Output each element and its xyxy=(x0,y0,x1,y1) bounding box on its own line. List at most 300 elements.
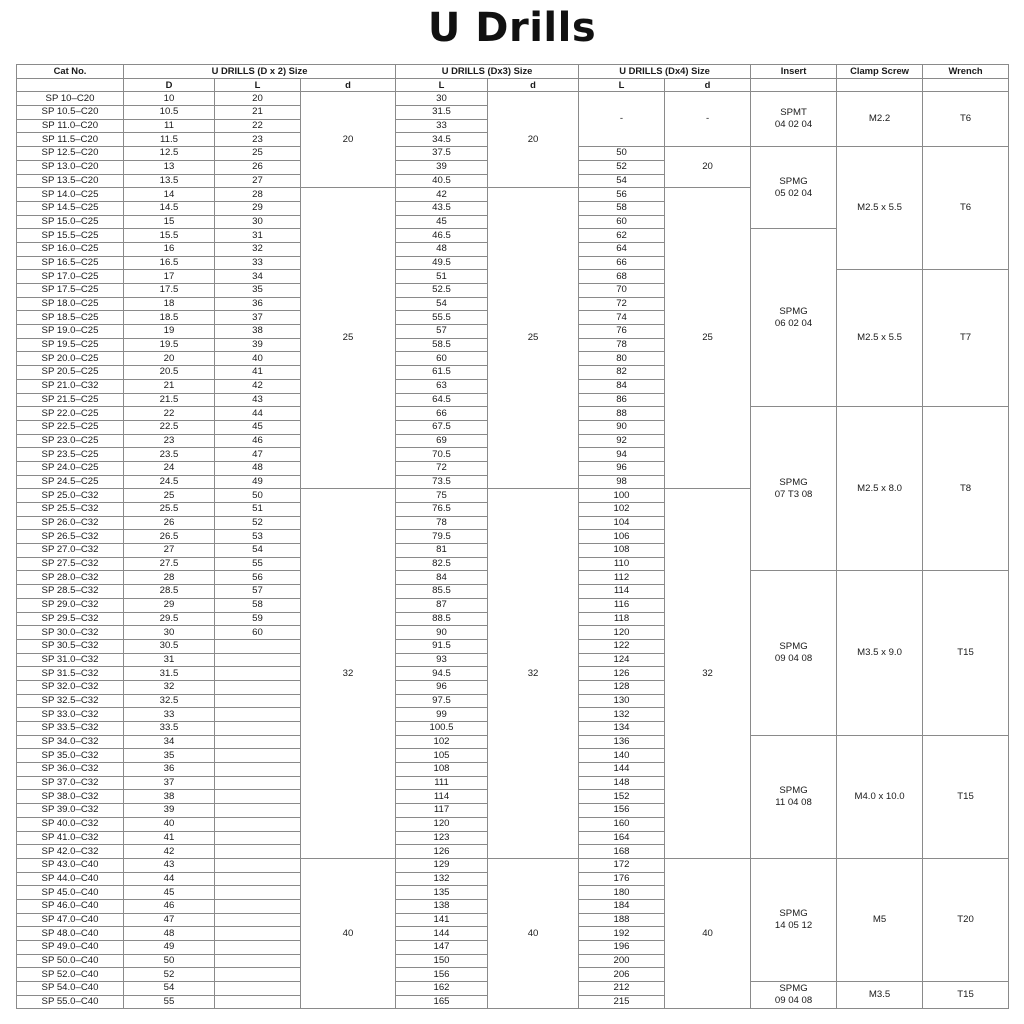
cell-cat-no: SP 26.0–C32 xyxy=(17,516,124,530)
cell-cat-no: SP 49.0–C40 xyxy=(17,941,124,955)
cell-dx2-L: 22 xyxy=(215,119,301,133)
cell-dx2-L: 51 xyxy=(215,503,301,517)
cell-dx2-D: 31.5 xyxy=(124,667,215,681)
cell-cat-no: SP 24.5–C25 xyxy=(17,475,124,489)
cell-dx3-L: 111 xyxy=(396,776,488,790)
cell-cat-no: SP 12.5–C20 xyxy=(17,147,124,161)
cell-cat-no: SP 25.0–C32 xyxy=(17,489,124,503)
cell-dx2-D: 12.5 xyxy=(124,147,215,161)
u-drills-spec-table xyxy=(16,64,1009,1009)
sub-dx2-L: L xyxy=(215,78,301,92)
cell-dx2-L: 59 xyxy=(215,612,301,626)
cell-dx4-L: 192 xyxy=(579,927,665,941)
cell-cat-no: SP 46.0–C40 xyxy=(17,899,124,913)
cell-dx3-L: 37.5 xyxy=(396,147,488,161)
cell-cat-no: SP 24.0–C25 xyxy=(17,461,124,475)
cell-dx3-L: 102 xyxy=(396,735,488,749)
cell-dx2-D: 17.5 xyxy=(124,284,215,298)
cell-cat-no: SP 32.0–C32 xyxy=(17,680,124,694)
cell-insert xyxy=(751,735,837,858)
cell-dx2-L: 38 xyxy=(215,325,301,339)
cell-dx4-L: 104 xyxy=(579,516,665,530)
cell-dx3-L: 67.5 xyxy=(396,420,488,434)
cell-dx2-D: 21.5 xyxy=(124,393,215,407)
cell-dx2-L xyxy=(215,968,301,982)
cell-cat-no: SP 23.0–C25 xyxy=(17,434,124,448)
cell-dx2-L: 55 xyxy=(215,557,301,571)
cell-dx4-L: 90 xyxy=(579,420,665,434)
cell-cat-no: SP 13.5–C20 xyxy=(17,174,124,188)
cell-dx3-L: 91.5 xyxy=(396,639,488,653)
cell-dx2-L: 53 xyxy=(215,530,301,544)
cell-cat-no: SP 54.0–C40 xyxy=(17,982,124,996)
header-row-groups xyxy=(17,65,1009,79)
cell-dx3-L: 70.5 xyxy=(396,448,488,462)
cell-dx3-L: 93 xyxy=(396,653,488,667)
cell-cat-no: SP 10.5–C20 xyxy=(17,106,124,120)
cell-cat-no: SP 21.0–C32 xyxy=(17,379,124,393)
cell-dx2-D: 32.5 xyxy=(124,694,215,708)
cell-dx3-L: 30 xyxy=(396,92,488,106)
cell-cat-no: SP 39.0–C32 xyxy=(17,804,124,818)
cell-dx4-L: 94 xyxy=(579,448,665,462)
sub-dx3-d: d xyxy=(488,78,579,92)
cell-dx2-L xyxy=(215,927,301,941)
cell-dx2-L: 36 xyxy=(215,297,301,311)
cell-dx2-L xyxy=(215,858,301,872)
cell-cat-no: SP 37.0–C32 xyxy=(17,776,124,790)
col-insert: Insert xyxy=(751,65,837,79)
cell-cat-no: SP 27.5–C32 xyxy=(17,557,124,571)
cell-cat-no: SP 16.0–C25 xyxy=(17,242,124,256)
cell-dx3-L: 69 xyxy=(396,434,488,448)
cell-dx4-L: 130 xyxy=(579,694,665,708)
insert-type: SPMT xyxy=(780,107,807,119)
cell-wrench: T15 xyxy=(923,982,1009,1009)
cell-cat-no: SP 31.5–C32 xyxy=(17,667,124,681)
cell-dx4-L: 168 xyxy=(579,845,665,859)
cell-dx2-D: 24.5 xyxy=(124,475,215,489)
cell-dx4-L: 74 xyxy=(579,311,665,325)
cell-cat-no: SP 31.0–C32 xyxy=(17,653,124,667)
cell-dx2-D: 16.5 xyxy=(124,256,215,270)
cell-dx2-L: 27 xyxy=(215,174,301,188)
cell-cat-no: SP 44.0–C40 xyxy=(17,872,124,886)
cell-dx3-L: 81 xyxy=(396,544,488,558)
cell-dx2-D: 19 xyxy=(124,325,215,339)
cell-cat-no: SP 52.0–C40 xyxy=(17,968,124,982)
cell-dx3-L: 75 xyxy=(396,489,488,503)
cell-cat-no: SP 42.0–C32 xyxy=(17,845,124,859)
cell-wrench: T7 xyxy=(923,270,1009,407)
cell-dx4-L: 56 xyxy=(579,188,665,202)
cell-dx2-D: 32 xyxy=(124,680,215,694)
sub-dx4-L: L xyxy=(579,78,665,92)
cell-dx4-L: 108 xyxy=(579,544,665,558)
sub-dx4-d: d xyxy=(665,78,751,92)
table-body xyxy=(17,92,1009,1009)
cell-dx4-L: 156 xyxy=(579,804,665,818)
cell-dx2-D: 18 xyxy=(124,297,215,311)
cell-dx3-L: 61.5 xyxy=(396,366,488,380)
cell-dx3-L: 129 xyxy=(396,858,488,872)
cell-dx2-L: 41 xyxy=(215,366,301,380)
cell-dx4-L: 152 xyxy=(579,790,665,804)
cell-cat-no: SP 38.0–C32 xyxy=(17,790,124,804)
cell-dx2-shank: 25 xyxy=(301,188,396,489)
cell-dx2-L: 20 xyxy=(215,92,301,106)
cell-dx3-L: 97.5 xyxy=(396,694,488,708)
cell-cat-no: SP 15.5–C25 xyxy=(17,229,124,243)
cell-dx2-D: 15 xyxy=(124,215,215,229)
cell-dx3-L: 60 xyxy=(396,352,488,366)
cell-dx2-D: 17 xyxy=(124,270,215,284)
cell-insert xyxy=(751,571,837,735)
cell-dx4-shank: 40 xyxy=(665,858,751,1009)
cell-clamp-screw: M2.5 x 5.5 xyxy=(837,147,923,270)
cell-dx3-L: 144 xyxy=(396,927,488,941)
cell-dx4-L: 176 xyxy=(579,872,665,886)
cell-dx3-L: 54 xyxy=(396,297,488,311)
cell-cat-no: SP 27.0–C32 xyxy=(17,544,124,558)
cell-dx4-L: 134 xyxy=(579,722,665,736)
cell-dx2-L xyxy=(215,886,301,900)
col-cat-no: Cat No. xyxy=(17,65,124,79)
table-row xyxy=(17,858,1009,872)
cell-dx2-shank: 20 xyxy=(301,92,396,188)
cell-cat-no: SP 18.5–C25 xyxy=(17,311,124,325)
cell-dx2-D: 10 xyxy=(124,92,215,106)
cell-insert xyxy=(751,858,837,981)
cell-dx2-D: 13 xyxy=(124,160,215,174)
cell-dx2-D: 15.5 xyxy=(124,229,215,243)
cell-dx2-L: 46 xyxy=(215,434,301,448)
cell-dx3-L: 150 xyxy=(396,954,488,968)
cell-wrench: T15 xyxy=(923,735,1009,858)
cell-dx2-L: 34 xyxy=(215,270,301,284)
cell-dx4-L: 76 xyxy=(579,325,665,339)
cell-dx2-D: 23.5 xyxy=(124,448,215,462)
cell-cat-no: SP 48.0–C40 xyxy=(17,927,124,941)
cell-dx4-L: 114 xyxy=(579,585,665,599)
cell-insert xyxy=(751,147,837,229)
cell-dx3-L: 138 xyxy=(396,899,488,913)
cell-dx3-L: 156 xyxy=(396,968,488,982)
cell-dx2-L xyxy=(215,694,301,708)
cell-dx3-shank: 32 xyxy=(488,489,579,859)
cell-cat-no: SP 29.5–C32 xyxy=(17,612,124,626)
cell-dx4-L: 100 xyxy=(579,489,665,503)
cell-dx2-D: 25 xyxy=(124,489,215,503)
cell-dx2-L xyxy=(215,735,301,749)
cell-dx2-D: 36 xyxy=(124,763,215,777)
cell-dx3-L: 162 xyxy=(396,982,488,996)
cell-dx2-D: 43 xyxy=(124,858,215,872)
cell-dx4-L: 215 xyxy=(579,995,665,1009)
cell-dx3-L: 42 xyxy=(396,188,488,202)
cell-cat-no: SP 16.5–C25 xyxy=(17,256,124,270)
sub-dx2-D: D xyxy=(124,78,215,92)
insert-code: 06 02 04 xyxy=(774,317,813,329)
cell-dx4-L: 188 xyxy=(579,913,665,927)
cell-dx3-shank: 25 xyxy=(488,188,579,489)
cell-cat-no: SP 45.0–C40 xyxy=(17,886,124,900)
cell-dx3-L: 126 xyxy=(396,845,488,859)
cell-dx4-L: 126 xyxy=(579,667,665,681)
cell-dx2-L xyxy=(215,804,301,818)
cell-dx4-L: 120 xyxy=(579,626,665,640)
cell-dx4-L: 86 xyxy=(579,393,665,407)
cell-dx3-L: 88.5 xyxy=(396,612,488,626)
cell-dx3-L: 78 xyxy=(396,516,488,530)
cell-dx2-D: 45 xyxy=(124,886,215,900)
cell-dx2-L: 35 xyxy=(215,284,301,298)
cell-dx4-L: 50 xyxy=(579,147,665,161)
cell-dx3-L: 87 xyxy=(396,598,488,612)
insert-code: 14 05 12 xyxy=(774,919,813,931)
cell-dx2-L xyxy=(215,776,301,790)
cell-dx2-D: 10.5 xyxy=(124,106,215,120)
cell-dx4-L: 132 xyxy=(579,708,665,722)
cell-wrench: T6 xyxy=(923,147,1009,270)
cell-cat-no: SP 26.5–C32 xyxy=(17,530,124,544)
cell-clamp-screw: M3.5 xyxy=(837,982,923,1009)
cell-dx3-L: 31.5 xyxy=(396,106,488,120)
cell-dx2-D: 37 xyxy=(124,776,215,790)
cell-dx2-L: 39 xyxy=(215,338,301,352)
cell-dx2-L xyxy=(215,817,301,831)
cell-dx2-D: 22 xyxy=(124,407,215,421)
cell-dx4-L: 140 xyxy=(579,749,665,763)
cell-dx2-D: 31 xyxy=(124,653,215,667)
cell-dx3-L: 33 xyxy=(396,119,488,133)
cell-dx2-D: 20.5 xyxy=(124,366,215,380)
cell-dx2-L xyxy=(215,941,301,955)
cell-wrench: T6 xyxy=(923,92,1009,147)
cell-dx2-D: 21 xyxy=(124,379,215,393)
cell-dx3-L: 132 xyxy=(396,872,488,886)
cell-cat-no: SP 19.0–C25 xyxy=(17,325,124,339)
cell-dx4-L: 82 xyxy=(579,366,665,380)
sub-dx2-d: d xyxy=(301,78,396,92)
cell-dx3-shank: 40 xyxy=(488,858,579,1009)
cell-dx2-L xyxy=(215,954,301,968)
cell-clamp-screw: M2.2 xyxy=(837,92,923,147)
cell-dx2-L xyxy=(215,913,301,927)
cell-dx4-shank: 20 xyxy=(665,147,751,188)
cell-cat-no: SP 28.0–C32 xyxy=(17,571,124,585)
cell-dx4-L: 206 xyxy=(579,968,665,982)
insert-type: SPMG xyxy=(779,175,808,187)
cell-dx2-L xyxy=(215,982,301,996)
cell-cat-no: SP 15.0–C25 xyxy=(17,215,124,229)
cell-dx2-D: 39 xyxy=(124,804,215,818)
cell-dx4-L: 110 xyxy=(579,557,665,571)
cell-dx4-L: 124 xyxy=(579,653,665,667)
cell-dx2-D: 28.5 xyxy=(124,585,215,599)
sub-dx3-L: L xyxy=(396,78,488,92)
cell-dx4-L: 62 xyxy=(579,229,665,243)
cell-dx4-L: 60 xyxy=(579,215,665,229)
cell-dx4-L: 160 xyxy=(579,817,665,831)
cell-dx3-L: 72 xyxy=(396,461,488,475)
cell-clamp-screw: M3.5 x 9.0 xyxy=(837,571,923,735)
cell-dx2-D: 30.5 xyxy=(124,639,215,653)
cell-dx3-L: 48 xyxy=(396,242,488,256)
insert-code: 05 02 04 xyxy=(774,187,813,199)
cell-cat-no: SP 25.5–C32 xyxy=(17,503,124,517)
cell-cat-no: SP 43.0–C40 xyxy=(17,858,124,872)
cell-cat-no: SP 33.5–C32 xyxy=(17,722,124,736)
cell-cat-no: SP 47.0–C40 xyxy=(17,913,124,927)
cell-cat-no: SP 30.0–C32 xyxy=(17,626,124,640)
cell-dx4-L: 144 xyxy=(579,763,665,777)
cell-dx3-L: 79.5 xyxy=(396,530,488,544)
cell-dx4-L: 136 xyxy=(579,735,665,749)
cell-dx2-L: 49 xyxy=(215,475,301,489)
cell-cat-no: SP 32.5–C32 xyxy=(17,694,124,708)
sub-blank-insert xyxy=(751,78,837,92)
cell-dx3-L: 105 xyxy=(396,749,488,763)
table-row xyxy=(17,92,1009,106)
cell-dx2-L: 44 xyxy=(215,407,301,421)
cell-cat-no: SP 19.5–C25 xyxy=(17,338,124,352)
cell-dx4-L: 148 xyxy=(579,776,665,790)
cell-dx2-D: 20 xyxy=(124,352,215,366)
cell-dx4-L: 184 xyxy=(579,899,665,913)
cell-dx3-L: 85.5 xyxy=(396,585,488,599)
cell-cat-no: SP 34.0–C32 xyxy=(17,735,124,749)
cell-dx2-D: 44 xyxy=(124,872,215,886)
cell-dx3-L: 40.5 xyxy=(396,174,488,188)
cell-dx2-L: 45 xyxy=(215,420,301,434)
cell-dx3-L: 135 xyxy=(396,886,488,900)
cell-dx2-L xyxy=(215,639,301,653)
cell-dx4-L: 164 xyxy=(579,831,665,845)
cell-cat-no: SP 50.0–C40 xyxy=(17,954,124,968)
cell-dx3-L: 96 xyxy=(396,680,488,694)
cell-dx4-L: 70 xyxy=(579,284,665,298)
insert-type: SPMG xyxy=(779,907,808,919)
cell-cat-no: SP 21.5–C25 xyxy=(17,393,124,407)
cell-dx4-L: 88 xyxy=(579,407,665,421)
cell-dx3-L: 51 xyxy=(396,270,488,284)
cell-dx4-L: 212 xyxy=(579,982,665,996)
sub-blank-wrench xyxy=(923,78,1009,92)
cell-cat-no: SP 20.0–C25 xyxy=(17,352,124,366)
cell-dx2-D: 41 xyxy=(124,831,215,845)
cell-insert xyxy=(751,407,837,571)
cell-dx2-L: 33 xyxy=(215,256,301,270)
cell-dx4-L: 112 xyxy=(579,571,665,585)
cell-cat-no: SP 22.5–C25 xyxy=(17,420,124,434)
cell-cat-no: SP 11.0–C20 xyxy=(17,119,124,133)
cell-dx3-L: 82.5 xyxy=(396,557,488,571)
cell-dx2-L xyxy=(215,680,301,694)
cell-dx2-D: 33.5 xyxy=(124,722,215,736)
cell-dx3-L: 147 xyxy=(396,941,488,955)
cell-dx4-L: 180 xyxy=(579,886,665,900)
cell-dx2-L: 37 xyxy=(215,311,301,325)
cell-dx3-L: 64.5 xyxy=(396,393,488,407)
cell-dx4-L: 64 xyxy=(579,242,665,256)
cell-dx2-D: 33 xyxy=(124,708,215,722)
cell-dx2-L: 26 xyxy=(215,160,301,174)
cell-dx4-L: 116 xyxy=(579,598,665,612)
insert-code: 09 04 08 xyxy=(774,653,813,665)
cell-dx4-shank: 32 xyxy=(665,489,751,859)
cell-cat-no: SP 14.5–C25 xyxy=(17,201,124,215)
cell-cat-no: SP 36.0–C32 xyxy=(17,763,124,777)
cell-cat-no: SP 28.5–C32 xyxy=(17,585,124,599)
cell-dx2-L: 47 xyxy=(215,448,301,462)
cell-dx2-D: 28 xyxy=(124,571,215,585)
cell-dx2-L xyxy=(215,722,301,736)
cell-insert xyxy=(751,982,837,1009)
cell-dx2-L: 23 xyxy=(215,133,301,147)
cell-dx4-L: 78 xyxy=(579,338,665,352)
cell-dx2-L: 54 xyxy=(215,544,301,558)
cell-dx3-L: 84 xyxy=(396,571,488,585)
cell-cat-no: SP 10–C20 xyxy=(17,92,124,106)
cell-dx2-D: 29 xyxy=(124,598,215,612)
cell-cat-no: SP 30.5–C32 xyxy=(17,639,124,653)
sub-blank-screw xyxy=(837,78,923,92)
cell-insert xyxy=(751,92,837,147)
cell-dx2-D: 13.5 xyxy=(124,174,215,188)
cell-dx3-L: 141 xyxy=(396,913,488,927)
cell-dx4-L: 106 xyxy=(579,530,665,544)
cell-dx2-D: 23 xyxy=(124,434,215,448)
cell-dx2-D: 14 xyxy=(124,188,215,202)
insert-type: SPMG xyxy=(779,476,808,488)
cell-dx2-D: 49 xyxy=(124,941,215,955)
cell-dx2-L: 43 xyxy=(215,393,301,407)
cell-dx3-L: 76.5 xyxy=(396,503,488,517)
cell-dx4-L: 102 xyxy=(579,503,665,517)
page-title: U Drills xyxy=(427,5,597,51)
cell-dx2-D: 35 xyxy=(124,749,215,763)
cell-dx2-D: 22.5 xyxy=(124,420,215,434)
cell-dx3-L: 45 xyxy=(396,215,488,229)
cell-dx4-L: 54 xyxy=(579,174,665,188)
cell-dx3-L: 55.5 xyxy=(396,311,488,325)
cell-dx2-L: 29 xyxy=(215,201,301,215)
cell-dx3-L: 34.5 xyxy=(396,133,488,147)
cell-dx3-L: 52.5 xyxy=(396,284,488,298)
table-header xyxy=(17,65,1009,92)
cell-wrench: T20 xyxy=(923,858,1009,981)
cell-dx2-L: 52 xyxy=(215,516,301,530)
cell-dx3-L: 120 xyxy=(396,817,488,831)
sub-blank-cat xyxy=(17,78,124,92)
insert-type: SPMG xyxy=(779,305,808,317)
cell-dx4-L: 58 xyxy=(579,201,665,215)
cell-dx2-L: 56 xyxy=(215,571,301,585)
cell-dx3-L: 73.5 xyxy=(396,475,488,489)
cell-dx2-L xyxy=(215,653,301,667)
cell-dx2-L xyxy=(215,872,301,886)
cell-dx2-D: 25.5 xyxy=(124,503,215,517)
cell-cat-no: SP 22.0–C25 xyxy=(17,407,124,421)
cell-dx2-D: 24 xyxy=(124,461,215,475)
cell-dx3-L: 90 xyxy=(396,626,488,640)
cell-dx2-L: 30 xyxy=(215,215,301,229)
cell-dx2-D: 26.5 xyxy=(124,530,215,544)
cell-dx4-shank: 25 xyxy=(665,188,751,489)
insert-code: 09 04 08 xyxy=(774,995,813,1007)
cell-dx2-shank: 40 xyxy=(301,858,396,1009)
